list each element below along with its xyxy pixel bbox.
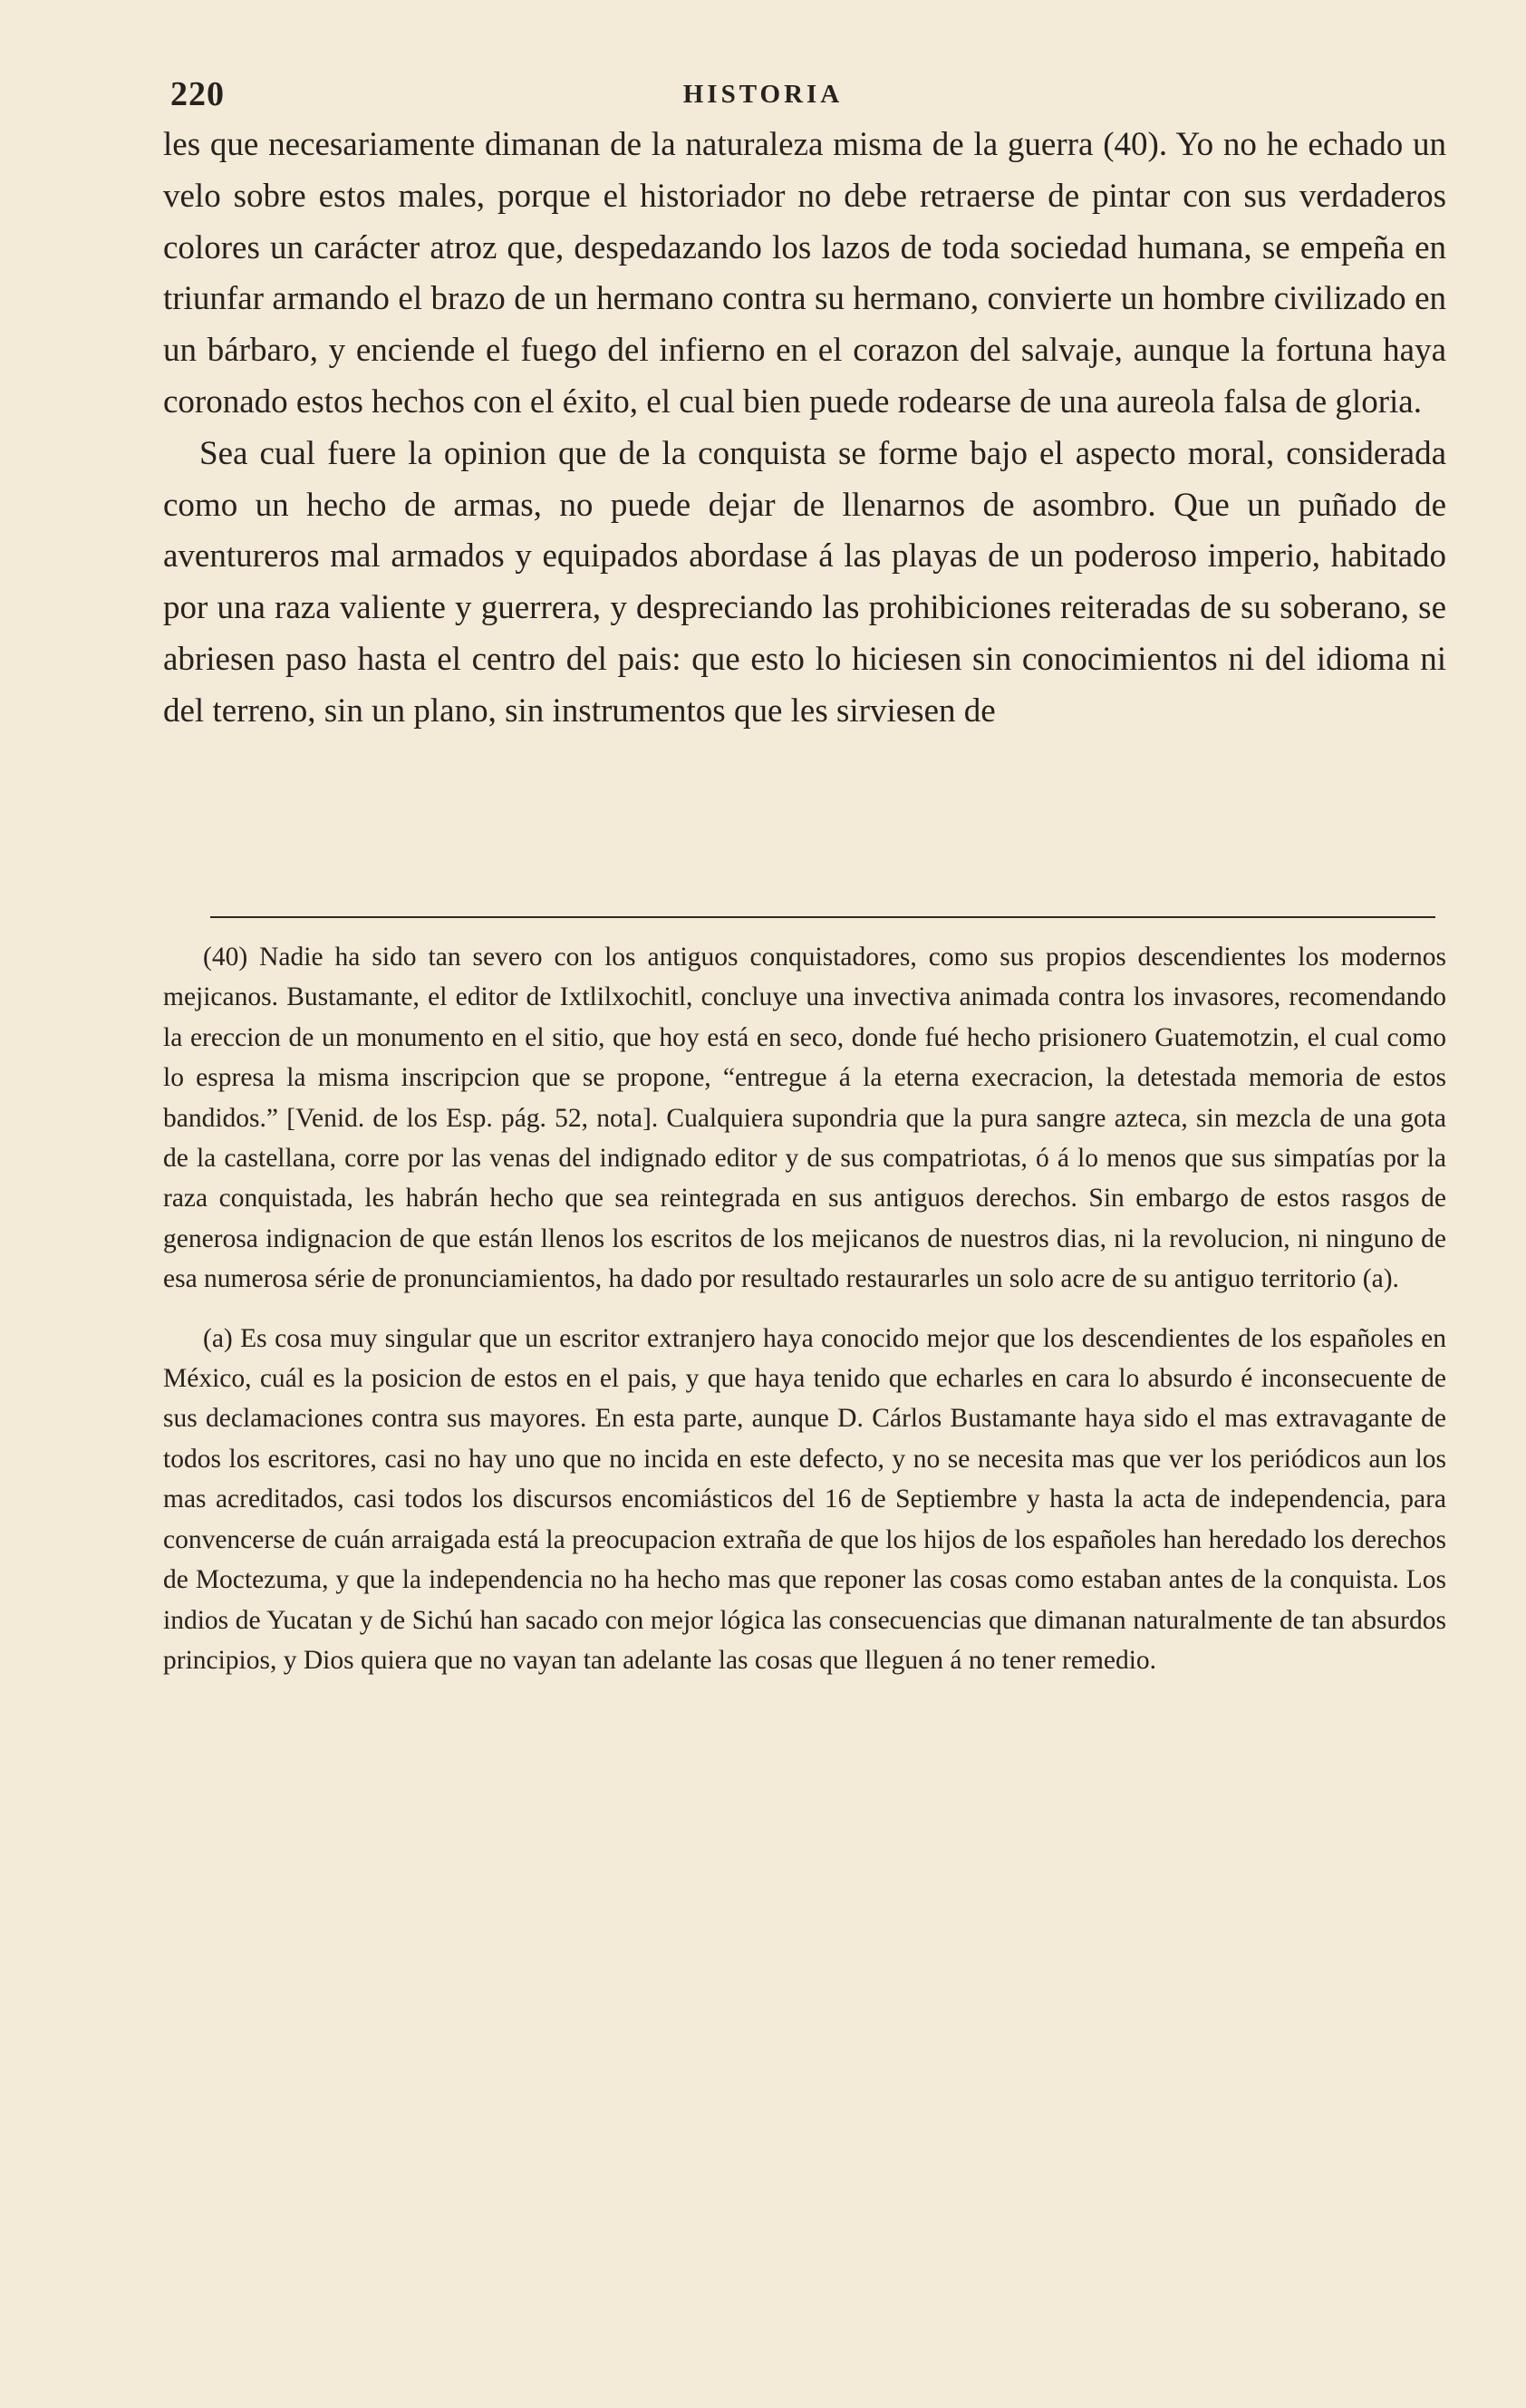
page-number: 220: [170, 75, 225, 113]
main-text: [163, 120, 1446, 738]
footnotes: [163, 937, 1446, 1680]
footnote-rule: [210, 916, 1435, 918]
footnote-40: (40) Nadie ha sido tan severo con los antiguos conquistadores, como sus propios descendientes los modernos mejicanos. Bustamante, el editor de Ixtlilxochitl, concluye una invectiva animada contra los invasores, recomendando la ereccion de un monumento en el sitio, que hoy está en seco, donde fué hecho prisionero Guatemotzin, el cual como lo espresa la misma inscripcion que se propone, “entregue á la eterna execracion, la detestada memoria de estos bandidos.” [Venid. de los Esp. pág. 52, nota]. Cualquiera supondria que la pura sangre azteca, sin mezcla de una gota de la castellana, corre por las venas del indignado editor y de sus compatriotas, ó á lo menos que sus simpatías por la raza conquistada, les habrán hecho que sea reintegrada en sus antiguos derechos. Sin embargo de estos rasgos de generosa indignacion de que están llenos los escritos de los mejicanos de nuestros dias, ni la revolucion, ni ninguno de esa numerosa série de pronunciamientos, ha dado por resultado restaurarles un solo acre de su antiguo territorio (a).: [163, 943, 1446, 1294]
running-head: HISTORIA: [682, 80, 844, 109]
body-paragraph: Sea cual fuere la opinion que de la conquista se forme bajo el aspecto moral, considerada como un hecho de armas, no puede dejar de llenarnos de asombro. Que un puñado de aventureros mal armados y equipados abordase á las playas de un poderoso imperio, habitado por una raza valiente y guerrera, y despreciando las prohibiciones reiteradas de su soberano, se abriesen paso hasta el centro del pais: que esto lo hiciesen sin conocimientos ni del idioma ni del terreno, sin un plano, sin instrumentos que les sirviesen de: [163, 434, 1446, 730]
body-paragraph: les que necesariamente dimanan de la naturaleza misma de la guerra (40). Yo no he echado un velo sobre estos males, porque el historiador no debe retraerse de pintar con sus verdaderos colores un carácter atroz que, despedazando los lazos de toda sociedad humana, se empeña en triunfar armando el brazo de un hermano contra su hermano, convierte un hombre civilizado en un bárbaro, y enciende el fuego del infierno en el corazon del salvaje, aunque la fortuna haya coronado estos hechos con el éxito, el cual bien puede rodearse de una aureola falsa de gloria.: [163, 126, 1446, 421]
footnote-a: (a) Es cosa muy singular que un escritor extranjero haya conocido mejor que los descendientes de los españoles en México, cuál es la posicion de estos en el pais, y que haya tenido que echarles en cara lo absurdo é inconsecuente de sus declamaciones contra sus mayores. En esta parte, aunque D. Cárlos Bustamante haya sido el mas extravagante de todos los escritores, casi no hay uno que no incida en este defecto, y no se necesita mas que ver los periódicos aun los mas acreditados, casi todos los discursos encomiásticos del 16 de Septiembre y hasta la acta de independencia, para convencerse de cuán arraigada está la preocupacion extraña de que los hijos de los españoles han heredado los derechos de Moctezuma, y que la independencia no ha hecho mas que reponer las cosas como estaban antes de la conquista. Los indios de Yucatan y de Sichú han sacado con mejor lógica las consecuencias que dimanan naturalmente de tan absurdos principios, y Dios quiera que no vayan tan adelante las cosas que lleguen á no tener remedio.: [163, 1323, 1446, 1675]
